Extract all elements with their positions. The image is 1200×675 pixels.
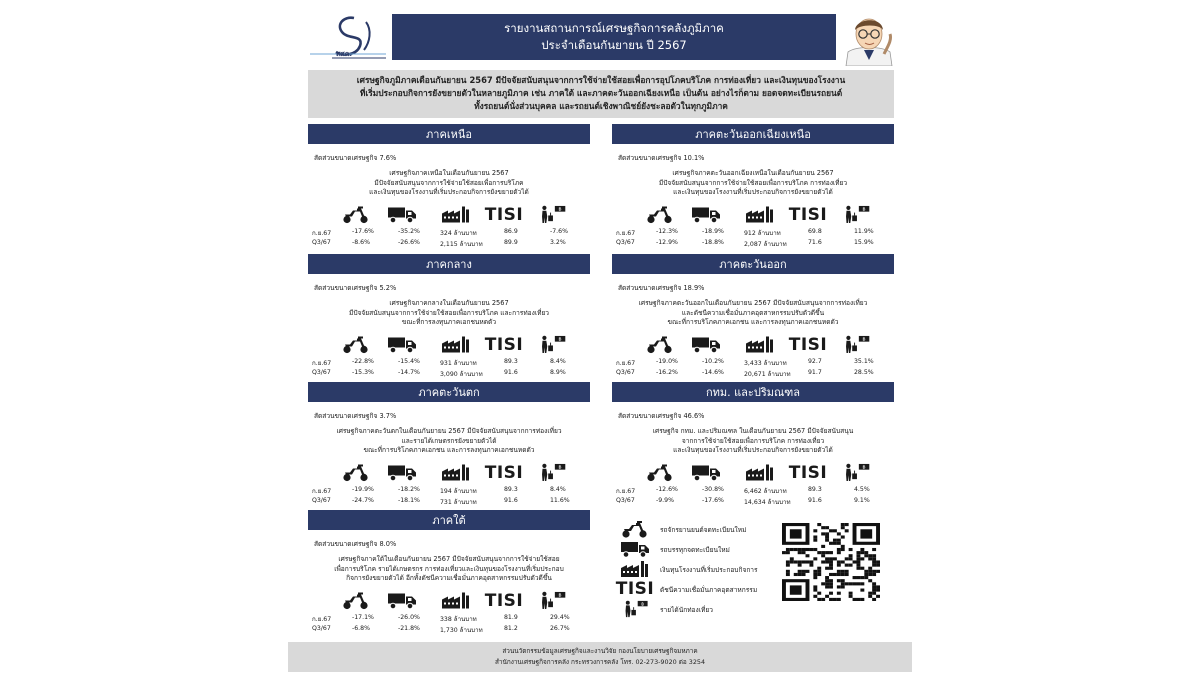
indicator-row: [308, 239, 590, 249]
indicator-value: 26.7%: [550, 625, 570, 632]
period-label: ก.ย.67: [312, 488, 332, 495]
indicator-value: -21.8%: [398, 625, 420, 632]
indicator-row: [308, 497, 590, 507]
qr-code-icon: [782, 523, 880, 601]
region-economic-share: สัดส่วนขนาดเศรษฐกิจ 3.7%: [314, 412, 397, 420]
period-label: ก.ย.67: [616, 488, 636, 495]
indicator-row: [612, 497, 894, 507]
region-economic-share: สัดส่วนขนาดเศรษฐกิจ 46.6%: [618, 412, 705, 420]
indicator-value: -18.9%: [702, 228, 724, 235]
report-title: รายงานสถานการณ์เศรษฐกิจการคลังภูมิภาค: [504, 21, 724, 35]
indicator-value: 91.7: [808, 369, 822, 376]
description-line: เศรษฐกิจภาคตะวันออกในเดือนกันยายน 2567 มีปัจจัยสนับสนุนจากการท่องเที่ยว: [638, 299, 868, 307]
description-line: และเงินทุนของโรงงานที่เริ่มประกอบกิจการยังขยายตัวได้: [673, 446, 833, 455]
region-title: กทม. และปริมณฑล: [612, 382, 894, 402]
region-panel-north: [308, 124, 590, 248]
description-line: เศรษฐกิจภาคใต้ในเดือนกันยายน 2567 มีปัจจัยสนับสนุนจากการใช้จ่ายใช้สอย: [338, 555, 560, 563]
factory-icon: [742, 334, 778, 354]
indicator-value: -24.7%: [352, 497, 374, 504]
indicator-row: [612, 369, 894, 379]
truck-icon: [688, 462, 724, 482]
truck-icon: [384, 590, 420, 610]
tisi-icon: [790, 204, 826, 224]
indicator-value: -26.6%: [398, 239, 420, 246]
tisi-icon: [790, 462, 826, 482]
tisi-icon: [790, 334, 826, 354]
truck-icon: [384, 462, 420, 482]
tisi-icon: [486, 334, 522, 354]
factory-icon: [742, 204, 778, 224]
indicator-value: 81.2: [504, 625, 518, 632]
indicator-row: [308, 228, 590, 238]
description-line: และรายได้เกษตรกรยังขยายตัวได้: [401, 436, 497, 445]
tourist-icon: [618, 600, 652, 618]
scooter-icon: [338, 204, 374, 224]
tisi-label: TISI: [788, 335, 828, 355]
indicator-row: [308, 625, 590, 635]
tisi-icon: [615, 579, 655, 599]
indicator-value: 912 ล้านบาท: [744, 230, 781, 237]
title-bar: [392, 14, 836, 60]
region-title: ภาคใต้: [308, 510, 590, 530]
description-line: จากการใช้จ่ายใช้สอยเพื่อการบริโภค การท่องเที่ยว: [681, 436, 825, 445]
legend-text: รถบรรทุกจดทะเบียนใหม่: [660, 545, 730, 554]
footer-department: ส่วนนวัตกรรมข้อมูลเศรษฐกิจและงานวิจัย กองนโยบายเศรษฐกิจมหภาค: [502, 647, 698, 655]
indicator-value: -19.9%: [352, 486, 374, 493]
indicator-value: -17.6%: [702, 497, 724, 504]
scooter-icon: [642, 204, 678, 224]
indicator-value: 91.6: [504, 497, 518, 504]
indicator-value: 28.5%: [854, 369, 874, 376]
indicator-icons: [308, 204, 590, 224]
summary-line: เศรษฐกิจภูมิภาคเดือนกันยายน 2567 มีปัจจัยสนับสนุนจากการใช้จ่ายใช้สอยเพื่อการอุปโภคบริโภค การท่องเที่ยว และเงินทุนของโรงงาน: [356, 75, 846, 85]
region-panel-west: [308, 382, 590, 506]
fpo-logo: [306, 12, 388, 66]
indicator-icons: [612, 334, 894, 354]
description-line: เศรษฐกิจภาคเหนือในเดือนกันยายน 2567: [389, 169, 509, 177]
tisi-label: TISI: [484, 591, 524, 611]
indicator-row: [308, 486, 590, 496]
indicator-value: 3.2%: [550, 239, 566, 246]
indicator-value: -18.1%: [398, 497, 420, 504]
period-label: ก.ย.67: [312, 616, 332, 623]
indicator-value: -12.9%: [656, 239, 678, 246]
tisi-label: TISI: [484, 335, 524, 355]
region-title: ภาคตะวันออกเฉียงเหนือ: [612, 124, 894, 144]
indicator-value: 20,671 ล้านบาท: [744, 371, 791, 378]
description-line: มีปัจจัยสนับสนุนจากการใช้จ่ายใช้สอยเพื่อการบริโภค และการท่องเที่ยว: [348, 308, 550, 317]
description-line: เศรษฐกิจภาคตะวันตกในเดือนกันยายน 2567 มีปัจจัยสนับสนุนจากการท่องเที่ยว: [336, 427, 562, 435]
indicator-value: 29.4%: [550, 614, 570, 621]
logo-text: สศค.: [336, 50, 353, 58]
region-description: [308, 299, 590, 328]
legend-item: [618, 540, 730, 558]
scooter-icon: [338, 334, 374, 354]
tisi-icon: [486, 462, 522, 482]
indicator-value: 324 ล้านบาท: [440, 230, 477, 237]
indicator-value: -9.9%: [656, 497, 674, 504]
tisi-label: TISI: [484, 463, 524, 483]
scooter-icon: [618, 520, 652, 538]
region-title: ภาคตะวันตก: [308, 382, 590, 402]
region-description: [308, 555, 590, 584]
indicator-value: 69.8: [808, 228, 822, 235]
indicator-value: 931 ล้านบาท: [440, 360, 477, 367]
tisi-label: TISI: [788, 205, 828, 225]
indicator-value: 3,433 ล้านบาท: [744, 360, 787, 367]
indicator-value: -35.2%: [398, 228, 420, 235]
indicator-value: 338 ล้านบาท: [440, 616, 477, 623]
summary-box: [308, 70, 894, 118]
legend-text: เงินทุนโรงงานที่เริ่มประกอบกิจการ: [660, 565, 758, 574]
indicator-value: -16.2%: [656, 369, 678, 376]
indicator-value: -18.2%: [398, 486, 420, 493]
region-description: [308, 427, 590, 456]
tisi-label: TISI: [615, 579, 655, 599]
indicator-value: 1,730 ล้านบาท: [440, 627, 483, 634]
factory-icon: [438, 204, 474, 224]
indicator-value: 86.9: [504, 228, 518, 235]
truck-icon: [384, 204, 420, 224]
period-label: Q3/67: [312, 625, 331, 632]
indicator-value: 9.1%: [854, 497, 870, 504]
period-label: ก.ย.67: [616, 230, 636, 237]
summary-line: ทั้งรถยนต์นั่งส่วนบุคคล และรถยนต์เชิงพาณิชย์ยังชะลอตัวในทุกภูมิภาค: [474, 101, 728, 111]
region-economic-share: สัดส่วนขนาดเศรษฐกิจ 7.6%: [314, 154, 397, 162]
indicator-value: -8.6%: [352, 239, 370, 246]
footer-contact: สำนักงานเศรษฐกิจการคลัง กระทรวงการคลัง โทร. 02-273-9020 ต่อ 3254: [494, 657, 706, 666]
indicator-row: [612, 239, 894, 249]
region-panel-bangkok: [612, 382, 894, 506]
indicator-icons: [612, 204, 894, 224]
region-panel-south: [308, 510, 590, 634]
period-label: Q3/67: [616, 497, 635, 504]
indicator-value: -17.1%: [352, 614, 374, 621]
indicator-value: -30.8%: [702, 486, 724, 493]
period-label: ก.ย.67: [312, 230, 332, 237]
tisi-label: TISI: [484, 205, 524, 225]
indicator-value: 14,634 ล้านบาท: [744, 499, 791, 506]
factory-icon: [742, 462, 778, 482]
region-economic-share: สัดส่วนขนาดเศรษฐกิจ 8.0%: [314, 540, 397, 548]
period-label: Q3/67: [312, 239, 331, 246]
mascot-illustration: [838, 12, 900, 66]
tisi-icon: [486, 590, 522, 610]
indicator-value: 6,462 ล้านบาท: [744, 488, 787, 495]
tisi-label: TISI: [788, 463, 828, 483]
indicator-value: 92.7: [808, 358, 822, 365]
indicator-value: -18.8%: [702, 239, 724, 246]
truck-icon: [688, 204, 724, 224]
region-description: [612, 427, 894, 456]
legend-item: [618, 600, 713, 618]
indicator-value: -12.6%: [656, 486, 678, 493]
indicator-row: [308, 358, 590, 368]
region-title: ภาคเหนือ: [308, 124, 590, 144]
legend-item: [615, 579, 758, 599]
indicator-value: 2,115 ล้านบาท: [440, 241, 483, 248]
indicator-value: 3,090 ล้านบาท: [440, 371, 483, 378]
region-economic-share: สัดส่วนขนาดเศรษฐกิจ 10.1%: [618, 154, 705, 162]
indicator-row: [612, 358, 894, 368]
period-label: Q3/67: [616, 239, 635, 246]
description-line: ขณะที่การบริโภคภาคเอกชน และการลงทุนภาคเอกชนหดตัว: [667, 318, 839, 327]
indicator-value: -7.6%: [550, 228, 568, 235]
qr-code[interactable]: [782, 523, 880, 601]
description-line: และเงินทุนของโรงงานที่เริ่มประกอบกิจการยังขยายตัวได้: [369, 188, 529, 197]
description-line: ขณะที่การลงทุนภาคเอกชนหดตัว: [401, 318, 497, 327]
indicator-value: 8.4%: [550, 486, 566, 493]
tisi-icon: [486, 204, 522, 224]
truck-icon: [384, 334, 420, 354]
tourist-icon: [534, 462, 570, 482]
indicator-icons: [612, 462, 894, 482]
period-label: Q3/67: [616, 369, 635, 376]
indicator-value: 8.9%: [550, 369, 566, 376]
indicator-value: 4.5%: [854, 486, 870, 493]
summary-line: ที่เริ่มประกอบกิจการยังขยายตัวในหลายภูมิภาค เช่น ภาคใต้ และภาคตะวันออกเฉียงเหนือ เป็นต้น อย่างไรก็ตาม ยอดจดทะเบียนรถยนต์: [359, 88, 843, 98]
indicator-value: -17.6%: [352, 228, 374, 235]
indicator-value: 71.6: [808, 239, 822, 246]
indicator-value: -6.8%: [352, 625, 370, 632]
tourist-icon: [534, 204, 570, 224]
period-label: ก.ย.67: [616, 360, 636, 367]
legend-item: [618, 560, 758, 578]
indicator-value: 91.6: [808, 497, 822, 504]
tourist-icon: [838, 462, 874, 482]
indicator-value: -10.2%: [702, 358, 724, 365]
tourist-icon: [534, 334, 570, 354]
description-line: เศรษฐกิจ กทม. และปริมณฑล ในเดือนกันยายน 2567 มีปัจจัยสนับสนุน: [652, 427, 854, 435]
region-panel-east: [612, 254, 894, 378]
legend-item: [618, 520, 746, 538]
indicator-value: 11.9%: [854, 228, 874, 235]
tourist-icon: [838, 204, 874, 224]
description-line: มีปัจจัยสนับสนุนจากการใช้จ่ายใช้สอยเพื่อการบริโภค การท่องเที่ยว: [658, 178, 848, 187]
indicator-value: 89.9: [504, 239, 518, 246]
description-line: เพื่อการบริโภค รายได้เกษตรกร การท่องเที่ยวและเงินทุนของโรงงานที่เริ่มประกอบ: [334, 564, 564, 573]
indicator-value: -14.6%: [702, 369, 724, 376]
indicator-row: [612, 228, 894, 238]
factory-icon: [618, 560, 652, 578]
indicator-value: 89.3: [504, 358, 518, 365]
factory-icon: [438, 334, 474, 354]
indicator-value: 194 ล้านบาท: [440, 488, 477, 495]
region-description: [612, 299, 894, 328]
description-line: และเงินทุนของโรงงานที่เริ่มประกอบกิจการยังขยายตัวได้: [673, 188, 833, 197]
region-panel-northeast: [612, 124, 894, 248]
truck-icon: [618, 540, 652, 558]
indicator-value: 731 ล้านบาท: [440, 499, 477, 506]
period-label: Q3/67: [312, 369, 331, 376]
mascot-icon: [838, 12, 900, 66]
indicator-row: [612, 486, 894, 496]
indicator-value: 8.4%: [550, 358, 566, 365]
region-title: ภาคตะวันออก: [612, 254, 894, 274]
indicator-value: 35.1%: [854, 358, 874, 365]
indicator-value: 11.6%: [550, 497, 570, 504]
scooter-icon: [338, 590, 374, 610]
region-description: [612, 169, 894, 198]
footer: [288, 642, 912, 672]
description-line: ขณะที่การบริโภคภาคเอกชน และการลงทุนภาคเอกชนหดตัว: [363, 446, 535, 455]
description-line: เศรษฐกิจภาคตะวันออกเฉียงเหนือในเดือนกันยายน 2567: [672, 169, 834, 177]
factory-icon: [438, 462, 474, 482]
indicator-value: -22.8%: [352, 358, 374, 365]
indicator-value: -26.0%: [398, 614, 420, 621]
scooter-icon: [338, 462, 374, 482]
indicator-row: [308, 369, 590, 379]
region-description: [308, 169, 590, 198]
truck-icon: [688, 334, 724, 354]
scooter-icon: [642, 334, 678, 354]
report-subtitle: ประจำเดือนกันยายน ปี 2567: [541, 38, 687, 52]
indicator-icons: [308, 334, 590, 354]
description-line: กิจการยังขยายตัวได้ อีกทั้งดัชนีความเชื่อมั่นภาคอุตสาหกรรมปรับตัวดีขึ้น: [346, 574, 552, 583]
indicator-value: 91.6: [504, 369, 518, 376]
description-line: และดัชนีความเชื่อมั่นภาคอุตสาหกรรมปรับตัวดีขึ้น: [681, 308, 825, 317]
region-panel-central: [308, 254, 590, 378]
indicator-value: 81.9: [504, 614, 518, 621]
indicator-value: 89.3: [808, 486, 822, 493]
description-line: เศรษฐกิจภาคกลางในเดือนกันยายน 2567: [389, 299, 509, 307]
indicator-value: -19.0%: [656, 358, 678, 365]
indicator-row: [308, 614, 590, 624]
legend-text: รถจักรยานยนต์จดทะเบียนใหม่: [660, 525, 747, 534]
legend-text: ดัชนีความเชื่อมั่นภาคอุตสาหกรรม: [660, 585, 758, 594]
indicator-value: -15.3%: [352, 369, 374, 376]
factory-icon: [438, 590, 474, 610]
indicator-value: -15.4%: [398, 358, 420, 365]
region-economic-share: สัดส่วนขนาดเศรษฐกิจ 5.2%: [314, 284, 397, 292]
description-line: มีปัจจัยสนับสนุนจากการใช้จ่ายใช้สอยเพื่อการบริโภค: [374, 178, 524, 187]
indicator-value: -12.3%: [656, 228, 678, 235]
indicator-value: 2,087 ล้านบาท: [744, 241, 787, 248]
legend-text: รายได้นักท่องเที่ยว: [660, 605, 713, 614]
tourist-icon: [534, 590, 570, 610]
report-page: [288, 8, 912, 672]
region-title: ภาคกลาง: [308, 254, 590, 274]
indicator-icons: [308, 590, 590, 610]
period-label: ก.ย.67: [312, 360, 332, 367]
tourist-icon: [838, 334, 874, 354]
indicator-value: 15.9%: [854, 239, 874, 246]
indicator-icons: [308, 462, 590, 482]
scooter-icon: [642, 462, 678, 482]
indicator-value: 89.3: [504, 486, 518, 493]
period-label: Q3/67: [312, 497, 331, 504]
region-economic-share: สัดส่วนขนาดเศรษฐกิจ 18.9%: [618, 284, 705, 292]
indicator-value: -14.7%: [398, 369, 420, 376]
